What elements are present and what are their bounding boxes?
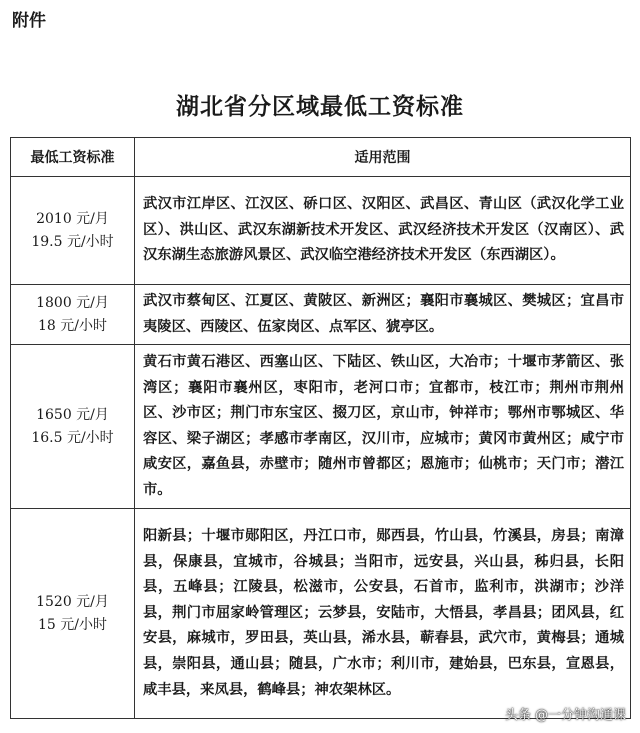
table-row — [11, 177, 631, 285]
scope-cell: 武汉市江岸区、江汉区、硚口区、汉阳区、武昌区、青山区（武汉化学工业区）、洪山区、武汉东湖新技术开发区、武汉经济技术开发区（汉南区）、武汉东湖生态旅游风景区、武汉临空港经济技术开发区（东西湖区）。 — [135, 177, 631, 285]
table-row — [11, 345, 631, 509]
header-wage-standard: 最低工资标准 — [11, 138, 135, 177]
hourly-wage: 15 元/小时 — [38, 616, 107, 633]
wage-standard-cell — [11, 345, 135, 509]
minimum-wage-table — [10, 137, 631, 719]
table-header-row — [11, 138, 631, 177]
watermark: 头条 @一分钟沟通课 — [504, 708, 626, 723]
monthly-wage: 1650 元/月 — [36, 406, 109, 423]
scope-cell: 阳新县；十堰市郧阳区，丹江口市，郧西县，竹山县，竹溪县，房县；南漳县，保康县，宜城市，谷城县；当阳市，远安县，兴山县，秭归县，长阳县，五峰县；江陵县，松滋市，公安县，石首市，监利市，洪湖市；沙洋县，荆门市屈家岭管理区；云梦县，安陆市，大悟县，孝昌县；团风县，红安县，麻城市，罗田县，英山县，浠水县，蕲春县，武穴市，黄梅县；通城县，崇阳县，通山县；随县，广水市；利川市，建始县，巴东县，宣恩县，咸丰县，来凤县，鹤峰县；神农架林区。 — [135, 509, 631, 719]
monthly-wage: 1800 元/月 — [36, 294, 109, 311]
table-row — [11, 509, 631, 719]
hourly-wage: 19.5 元/小时 — [31, 233, 114, 250]
table-row — [11, 285, 631, 345]
monthly-wage: 2010 元/月 — [36, 210, 109, 227]
attachment-label: 附件 — [12, 11, 46, 31]
wage-standard-cell — [11, 285, 135, 345]
monthly-wage: 1520 元/月 — [36, 593, 109, 610]
scope-cell: 武汉市蔡甸区、江夏区、黄陂区、新洲区；襄阳市襄城区、樊城区；宜昌市夷陵区、西陵区、伍家岗区、点军区、猇亭区。 — [135, 285, 631, 345]
wage-standard-cell — [11, 177, 135, 285]
hourly-wage: 18 元/小时 — [38, 317, 107, 334]
scope-cell: 黄石市黄石港区、西塞山区、下陆区、铁山区，大冶市；十堰市茅箭区、张湾区；襄阳市襄州区，枣阳市，老河口市；宜都市，枝江市；荆州市荆州区、沙市区；荆门市东宝区、掇刀区，京山市，钟祥市；鄂州市鄂城区、华容区、梁子湖区；孝感市孝南区，汉川市，应城市；黄冈市黄州区；咸宁市咸安区，嘉鱼县，赤壁市；随州市曾都区；恩施市；仙桃市；天门市；潜江市。 — [135, 345, 631, 509]
document-title: 湖北省分区域最低工资标准 — [176, 94, 464, 120]
wage-standard-cell — [11, 509, 135, 719]
header-scope: 适用范围 — [135, 138, 631, 177]
hourly-wage: 16.5 元/小时 — [31, 429, 114, 446]
